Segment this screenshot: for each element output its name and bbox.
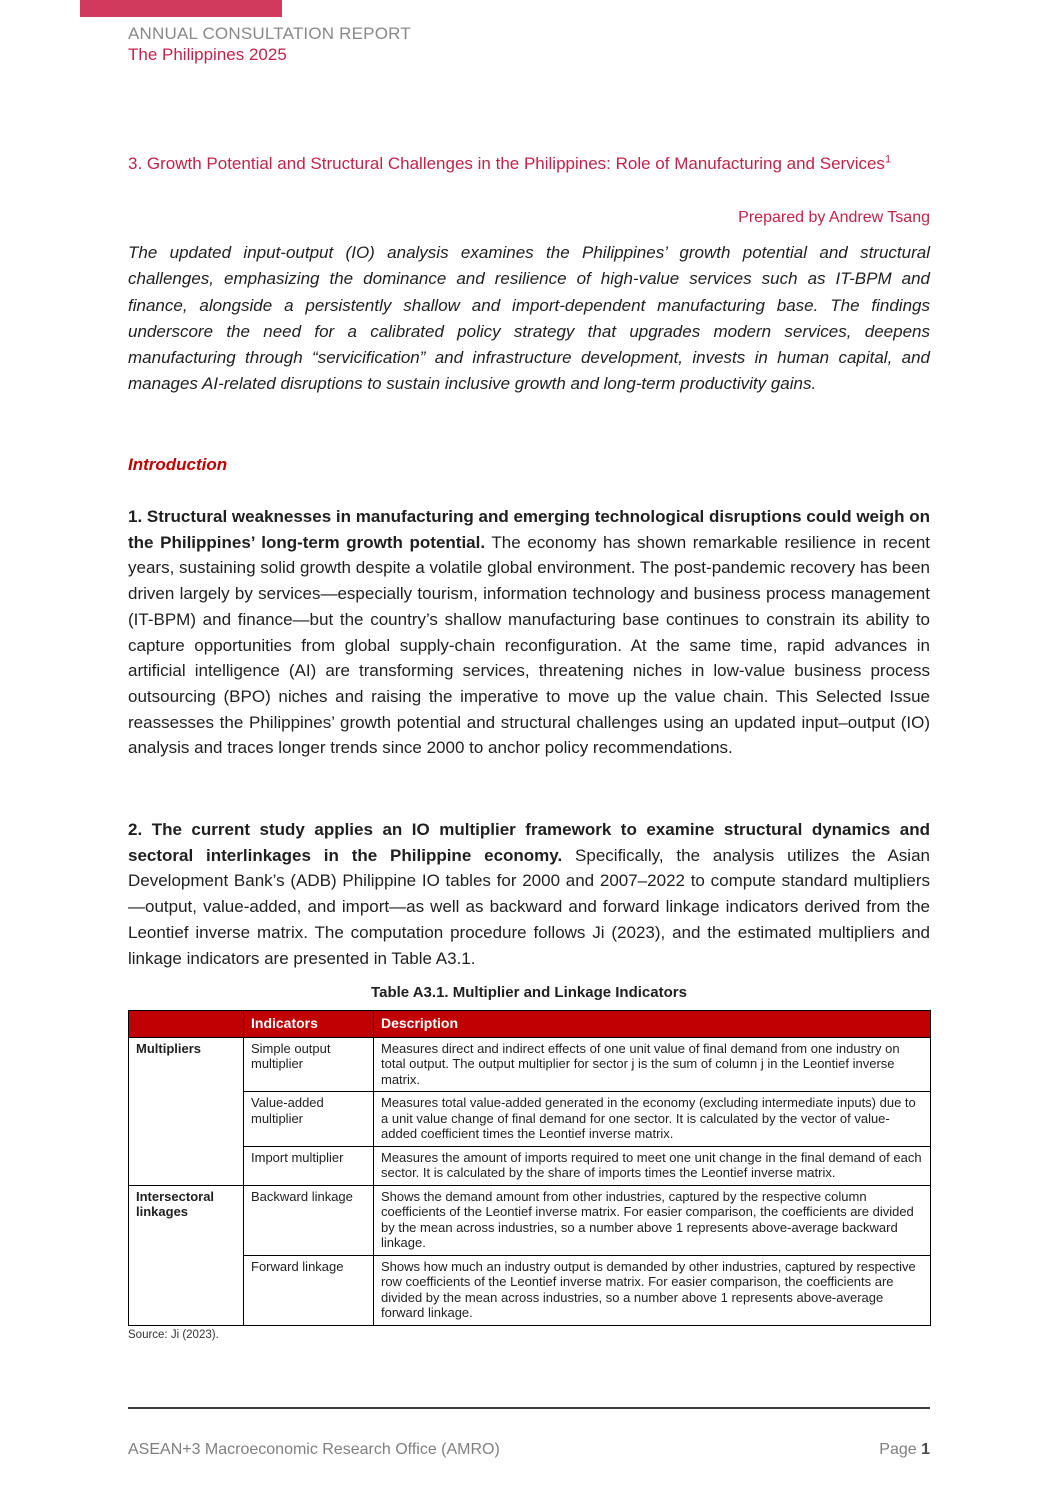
paragraph-2-body: Specifically, the analysis utilizes the Asian Development Bank’s (ADB) Philippine IO tables for 2000 and 2007–2022 to compute standard multipliers—output, value-added, and import—as well as backward and forward linkage indicators derived from the Leontief inverse matrix. The computation procedure follows Ji (2023), and the estimated multipliers and linkage indicators are presented in Table A3.1. [128, 845, 930, 968]
indicator-cell: Backward linkage [244, 1185, 374, 1255]
header-cell-blank [129, 1011, 244, 1038]
footer-page-label: Page [879, 1441, 917, 1458]
description-cell: Shows how much an industry output is demanded by other industries, captured by respective row coefficients of the Leontief inverse matrix. For easier comparison, the coefficients are divided by the mean across industries, so a number above 1 represents above-average forward linkage. [374, 1255, 931, 1325]
description-cell: Measures total value-added generated in the economy (excluding intermediate inputs) due to a unit value change of final demand for one sector. It is calculated by the vector of value-added coefficient times the Leontief inverse matrix. [374, 1092, 931, 1147]
byline: Prepared by Andrew Tsang [738, 209, 930, 226]
indicator-cell: Value-added multiplier [244, 1092, 374, 1147]
paragraph-2 [128, 817, 930, 971]
paragraph-1-lead: 1. Structural weaknesses in manufacturing and emerging technological disruptions could weigh on the Philippines’ long-term growth potential. [128, 507, 930, 552]
table-row [129, 1146, 931, 1185]
description-cell: Measures direct and indirect effects of one unit value of final demand from one industry on total output. The output multiplier for sector j is the sum of column j in the Leontief inverse matrix. [374, 1037, 931, 1092]
table-header-row [129, 1011, 931, 1038]
table-source: Source: Ji (2023). [128, 1328, 219, 1341]
brand-accent-bar [80, 0, 282, 17]
paragraph-2-lead: 2. The current study applies an IO multiplier framework to examine structural dynamics and sectoral interlinkages in the Philippine economy. [128, 820, 930, 865]
description-cell: Measures the amount of imports required to meet one unit change in the final demand of each sector. It is calculated by the share of imports times the Leontief inverse matrix. [374, 1146, 931, 1185]
header-cell-description: Description [374, 1011, 931, 1038]
section-title-text: 3. Growth Potential and Structural Challenges in the Philippines: Role of Manufacturing and Services [128, 154, 885, 173]
paragraph-1-body: The economy has shown remarkable resilience in recent years, sustaining solid growth despite a volatile global environment. The post-pandemic recovery has been driven largely by services—especially tourism, information technology and business process management (IT-BPM) and finance—but the country’s shallow manufacturing base continues to constrain its ability to capture opportunities from global supply-chain reconfiguration. At the same time, rapid advances in artificial intelligence (AI) are transforming services, threatening niches in low-value business process outsourcing (BPO) niches and raising the imperative to move up the value chain. This Selected Issue reassesses the Philippines’ growth potential and structural challenges using an updated input–output (IO) analysis and traces longer trends since 2000 to anchor policy recommendations. [128, 532, 930, 758]
footnote-reference: 1 [884, 153, 892, 166]
report-subtitle: The Philippines 2025 [128, 45, 287, 64]
table-row [129, 1255, 931, 1325]
footer-divider [128, 1407, 930, 1409]
section-title [128, 151, 930, 176]
report-title: ANNUAL CONSULTATION REPORT [128, 24, 411, 43]
footer-organization: ASEAN+3 Macroeconomic Research Office (AMRO) [128, 1441, 500, 1458]
paragraph-1 [128, 504, 930, 761]
footer-page-indicator [879, 1441, 930, 1459]
table-row [129, 1185, 931, 1255]
table-row [129, 1037, 931, 1092]
indicator-cell: Simple output multiplier [244, 1037, 374, 1092]
page-footer [128, 1441, 930, 1459]
header-cell-indicators: Indicators [244, 1011, 374, 1038]
table-section [128, 984, 930, 1341]
introduction-heading: Introduction [128, 455, 228, 474]
indicator-cell: Import multiplier [244, 1146, 374, 1185]
table-row [129, 1092, 931, 1147]
table-caption: Table A3.1. Multiplier and Linkage Indicators [371, 984, 687, 1001]
group-cell-multipliers: Multipliers [129, 1037, 244, 1185]
indicator-cell: Forward linkage [244, 1255, 374, 1325]
description-cell: Shows the demand amount from other industries, captured by the respective column coefficients of the Leontief inverse matrix. For easier comparison, the coefficients are divided by the mean across industries, so a number above 1 represents above-average backward linkage. [374, 1185, 931, 1255]
abstract-paragraph: The updated input-output (IO) analysis examines the Philippines’ growth potential and structural challenges, emphasizing the dominance and resilience of high-value services such as IT-BPM and finance, alongside a persistently shallow and import-dependent manufacturing base. The findings underscore the need for a calibrated policy strategy that upgrades modern services, deepens manufacturing through “servicification” and infrastructure development, invests in human capital, and manages AI-related disruptions to sustain inclusive growth and long-term productivity gains. [128, 243, 930, 394]
indicator-table [128, 1010, 931, 1326]
footer-page-number: 1 [921, 1441, 930, 1458]
page-header [128, 23, 930, 65]
group-cell-intersectoral-linkages: Intersectoral linkages [129, 1185, 244, 1325]
